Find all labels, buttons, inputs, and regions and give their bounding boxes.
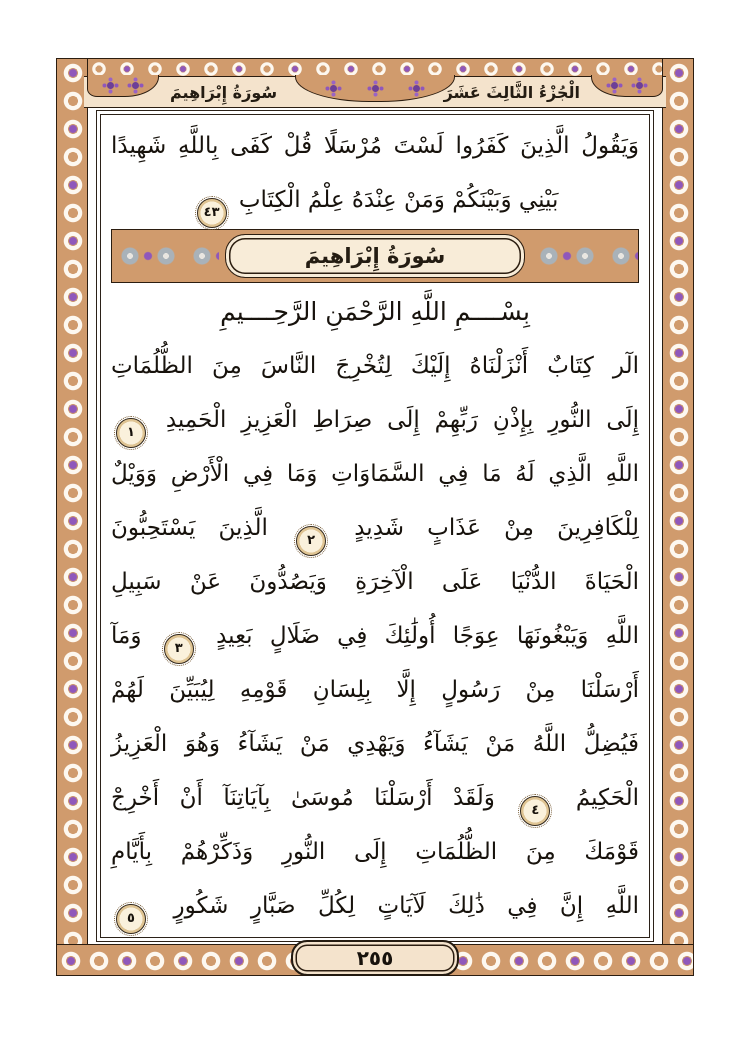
quran-text: الْحَيَاةَ الدُّنْيَا عَلَى الْآخِرَةِ وَيَصُدُّونَ عَنْ سَبِيلِ — [111, 569, 639, 595]
surah-title-cartouche — [225, 234, 525, 278]
border-ornament-right — [662, 58, 694, 976]
quran-text: الْحَكِيمُ — [575, 785, 640, 811]
quran-line — [111, 393, 639, 447]
ayah-marker: ٣ — [164, 634, 194, 664]
border-ornament-left — [56, 58, 88, 976]
surah-header-title: سُورَةُ إِبْرَاهِيمَ — [170, 82, 278, 102]
quran-line — [111, 879, 639, 933]
quran-text: الَّذِينَ يَسْتَحِبُّونَ — [111, 515, 268, 541]
quran-lines-main — [111, 339, 639, 933]
page-number: ٢٥٥ — [356, 946, 394, 970]
surah-title: سُورَةُ إِبْرَاهِيمَ — [304, 244, 446, 268]
quran-text: بَيْنِي وَبَيْنَكُمْ وَمَنْ عِنْدَهُ عِلْمُ الْكِتَابِ — [238, 187, 559, 213]
quran-text: اللَّهِ الَّذِي لَهُ مَا فِي السَّمَاوَاتِ وَمَا فِي الْأَرْضِ وَوَيْلٌ — [111, 461, 639, 487]
banner-ornament-right — [531, 230, 638, 282]
quran-line — [111, 447, 639, 501]
quran-text: إِلَى النُّورِ بِإِذْنِ رَبِّهِمْ إِلَى صِرَاطِ الْعَزِيزِ الْحَمِيدِ — [165, 407, 639, 433]
quran-line — [111, 119, 639, 173]
quran-line — [111, 173, 639, 227]
banner-ornament-left — [112, 230, 219, 282]
quran-line — [111, 825, 639, 879]
page-number-cartouche — [291, 940, 459, 976]
surah-banner — [111, 229, 639, 283]
quran-text: اللَّهِ وَيَبْغُونَهَا عِوَجًا أُولَٰئِكَ فِي ضَلَالٍ بَعِيدٍ — [216, 623, 639, 649]
ornamental-frame — [56, 58, 694, 976]
quran-line — [111, 501, 639, 555]
quran-line — [111, 609, 639, 663]
quran-text: اللَّهِ إِنَّ فِي ذَٰلِكَ لَآيَاتٍ لِكُلِّ صَبَّارٍ شَكُورٍ — [173, 893, 639, 919]
quran-line — [111, 771, 639, 825]
quran-text: لِلْكَافِرِينَ مِنْ عَذَابٍ شَدِيدٍ — [354, 515, 640, 541]
quran-text: وَمَآ — [111, 623, 142, 649]
flower-icon — [372, 85, 379, 92]
quran-line — [111, 717, 639, 771]
quran-line — [111, 663, 639, 717]
bismillah: بِسْــــمِ اللَّهِ الرَّحْمَنِ الرَّحِــــيمِ — [220, 297, 530, 326]
quran-text: فَيُضِلُّ اللَّهُ مَنْ يَشَآءُ وَيَهْدِي مَنْ يَشَآءُ وَهُوَ الْعَزِيزُ — [111, 731, 639, 757]
text-frame — [100, 114, 650, 938]
quran-line — [111, 555, 639, 609]
ayah-marker: ٤ — [520, 796, 550, 826]
quran-text: قَوْمَكَ مِنَ الظُّلُمَاتِ إِلَى النُّورِ وَذَكِّرْهُمْ بِأَيَّامِ — [111, 839, 639, 865]
quran-line — [111, 339, 639, 393]
flower-icon — [107, 82, 114, 89]
ayah-marker: ٢ — [296, 526, 326, 556]
quran-text: وَلَقَدْ أَرْسَلْنَا مُوسَىٰ بِآيَاتِنَآ أَنْ أَخْرِجْ — [111, 785, 495, 811]
ayah-marker: ٤٣ — [197, 198, 227, 228]
juz-title: الْجُزْءُ الثَّالِثَ عَشَرَ — [443, 82, 580, 102]
quran-text: الٓر كِتَابٌ أَنْزَلْنَاهُ إِلَيْكَ لِتُخْرِجَ النَّاسَ مِنَ الظُّلُمَاتِ — [111, 353, 639, 379]
flower-icon — [636, 82, 643, 89]
quran-lines-top — [111, 119, 639, 227]
flower-icon — [611, 82, 618, 89]
quran-text: وَيَقُولُ الَّذِينَ كَفَرُوا لَسْتَ مُرْسَلًا قُلْ كَفَى بِاللَّهِ شَهِيدًا — [111, 133, 639, 159]
flower-icon — [413, 85, 420, 92]
flower-icon — [330, 85, 337, 92]
ayah-marker: ١ — [116, 418, 146, 448]
quran-text: أَرْسَلْنَا مِنْ رَسُولٍ إِلَّا بِلِسَانِ قَوْمِهِ لِيُبَيِّنَ لَهُمْ — [111, 677, 639, 703]
ayah-marker: ٥ — [116, 904, 146, 934]
flower-icon — [132, 82, 139, 89]
